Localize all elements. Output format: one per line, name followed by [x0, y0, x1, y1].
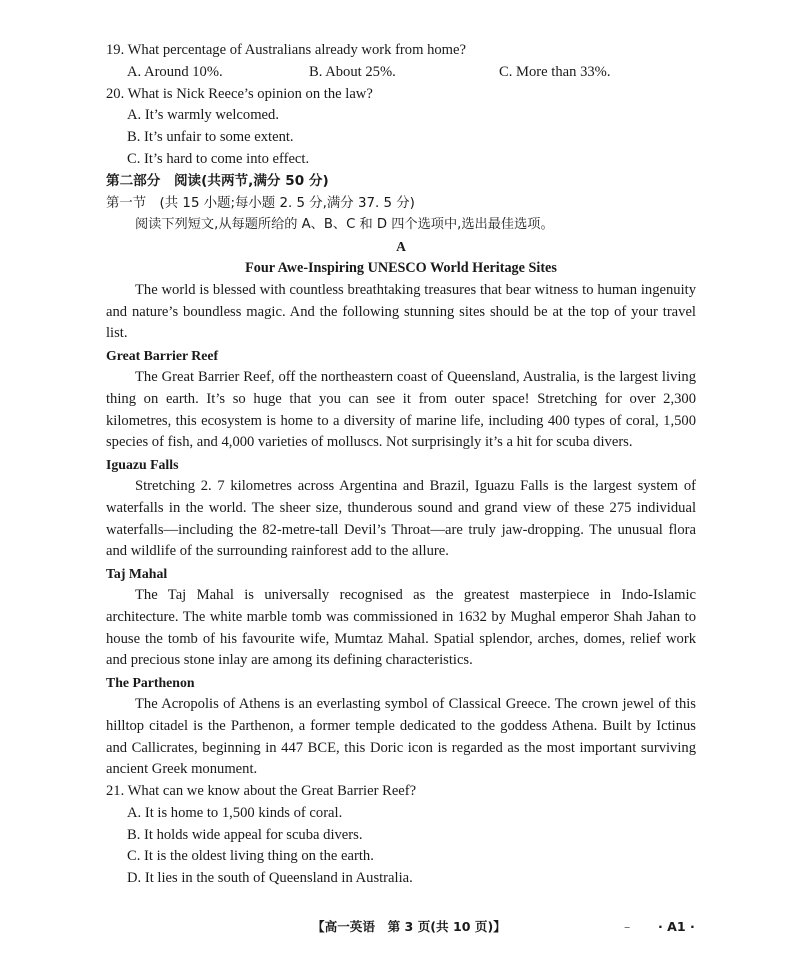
passage-title: Four Awe-Inspiring UNESCO World Heritage Sites: [245, 259, 557, 276]
exam-page: [106, 40, 696, 890]
question-21-option-a: A. It is home to 1,500 kinds of coral.: [127, 804, 343, 821]
section-one-title: 第一节 (共 15 小题;每小题 2. 5 分,满分 37. 5 分): [106, 195, 415, 211]
site-heading-taj-mahal: Taj Mahal: [106, 566, 168, 582]
page-footer: [0, 916, 800, 940]
site-text-parthenon: The Acropolis of Athens is an everlasting symbol of Classical Greece. The crown jewel of this hilltop citadel is the Parthenon, a former temple dedicated to the goddess Athena. Built by Ictinus and Callicrates, beginning in 447 BCE, this Doric icon is regarded as the most important surviving ancient Greek monument.: [106, 695, 696, 778]
passage-letter: A: [396, 239, 406, 255]
footer-page-label: 【高一英语 第 3 页(共 10 页)】: [312, 919, 506, 934]
footer-mark: –: [624, 919, 631, 934]
question-20-option-a: A. It’s warmly welcomed.: [127, 107, 279, 124]
site-text-iguazu-falls: Stretching 2. 7 kilometres across Argentina and Brazil, Iguazu Falls is the largest system of waterfalls in the world. The sheer size, thunderous sound and grand view of these 275 individual waterfalls—including the 82-metre-tall Devil’s Throat—are truly jaw-dropping. The unusual flora and wildlife of the surrounding rainforest add to the allure.: [106, 477, 696, 560]
question-21-option-b: B. It holds wide appeal for scuba divers.: [127, 826, 363, 843]
site-heading-iguazu-falls: Iguazu Falls: [106, 457, 179, 473]
question-21-option-c: C. It is the oldest living thing on the earth.: [127, 848, 374, 865]
question-19-option-a: A. Around 10%.: [127, 63, 223, 80]
site-heading-great-barrier-reef: Great Barrier Reef: [106, 348, 219, 364]
reading-instruction: 阅读下列短文,从每题所给的 A、B、C 和 D 四个选项中,选出最佳选项。: [135, 217, 554, 233]
question-20-option-c: C. It’s hard to come into effect.: [127, 150, 310, 167]
footer-paper-code: · A1 ·: [658, 919, 695, 934]
question-21-option-d: D. It lies in the south of Queensland in Australia.: [127, 870, 413, 887]
question-20-option-b: B. It’s unfair to some extent.: [127, 129, 294, 146]
question-19-option-b: B. About 25%.: [309, 63, 396, 80]
part-two-title: 第二部分 阅读(共两节,满分 50 分): [106, 172, 329, 189]
question-21-stem: 21. What can we know about the Great Barrier Reef?: [106, 783, 417, 800]
site-text-great-barrier-reef: The Great Barrier Reef, off the northeastern coast of Queensland, Australia, is the largest living thing on earth. It’s so huge that you can see it from outer space! Stretching for over 2,300 kilometres, this ecosystem is home to a diversity of marine life, including 400 types of coral, 1,500 species of fish, and 4,000 varieties of molluscs. Not surprisingly it’s a hit for scuba divers.: [106, 368, 696, 451]
site-text-taj-mahal: The Taj Mahal is universally recognised as the greatest masterpiece in Indo-Islamic architecture. The white marble tomb was commissioned in 1632 by Mughal emperor Shah Jahan to house the tomb of his favourite wife, Mumtaz Mahal. Spatial splendor, arches, domes, relief work and precious stone inlay are among its defining characteristics.: [106, 586, 696, 669]
question-19-option-c: C. More than 33%.: [499, 63, 611, 80]
site-heading-parthenon: The Parthenon: [106, 675, 195, 691]
question-19-stem: 19. What percentage of Australians already work from home?: [106, 42, 466, 58]
passage-intro: The world is blessed with countless breathtaking treasures that bear witness to human ingenuity and nature’s boundless magic. And the following stunning sites should be at the top of your travel list.: [106, 281, 696, 342]
question-19-options: [106, 62, 696, 84]
question-20-stem: 20. What is Nick Reece’s opinion on the law?: [106, 85, 373, 102]
